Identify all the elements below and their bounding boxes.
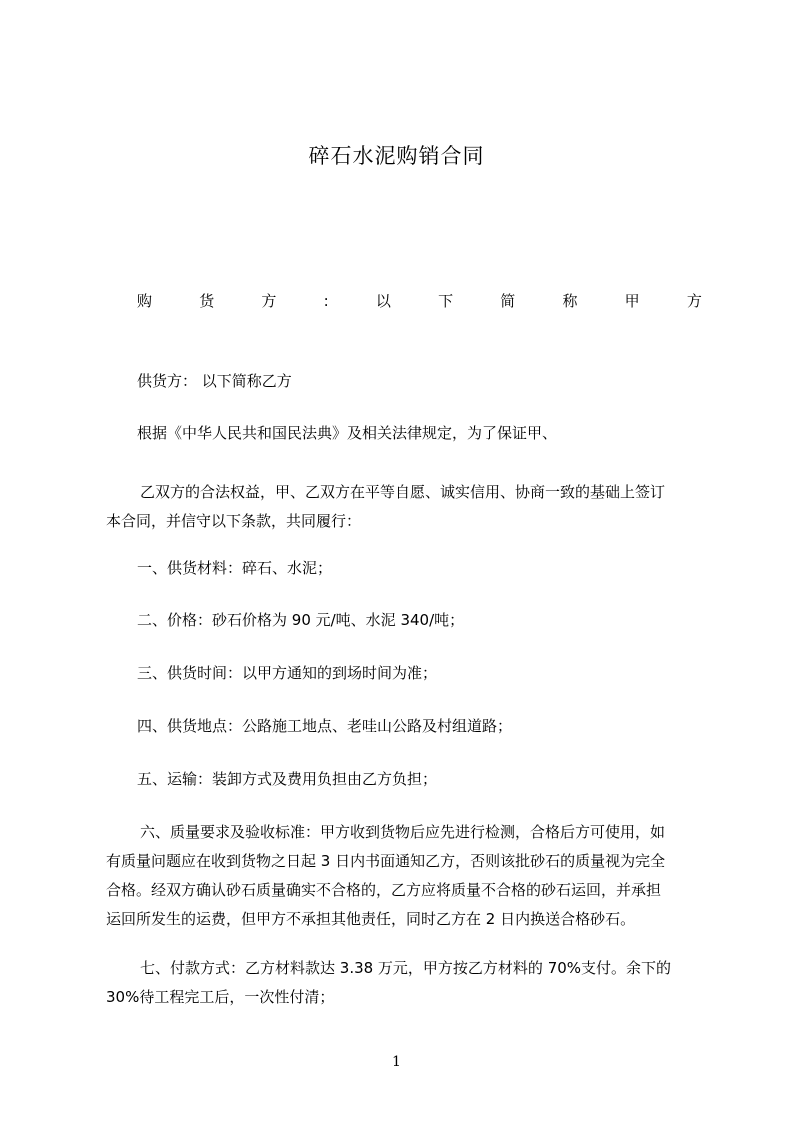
paragraph-line: 30%待工程完工后，一次性付清；	[106, 988, 335, 1006]
seller-line: 供货方： 以下简称乙方	[137, 372, 292, 390]
clause-7	[106, 954, 702, 1012]
paragraph-rights	[106, 478, 702, 536]
clause-3: 三、供货时间：以甲方通知的到场时间为准；	[137, 664, 438, 682]
paragraph-basis: 根据《中华人民共和国民法典》及相关法律规定，为了保证甲、	[137, 424, 558, 442]
buyer-line	[137, 287, 702, 316]
buyer-char: 称	[562, 292, 578, 310]
paragraph-line: 七、付款方式：乙方材料款达 3.38 万元，甲方按乙方材料的 70%支付。余下的	[140, 959, 672, 977]
buyer-char: 货	[199, 292, 215, 310]
paragraph-line: 有质量问题应在收到货物之日起 3 日内书面通知乙方，否则该批砂石的质量视为完全	[106, 852, 666, 870]
clause-1: 一、供货材料：碎石、水泥；	[137, 559, 333, 577]
document-title: 碎石水泥购销合同	[308, 144, 485, 168]
buyer-char: :	[323, 292, 329, 310]
buyer-char: 方	[686, 292, 702, 310]
buyer-char: 方	[261, 292, 277, 310]
clause-2: 二、价格：砂石价格为 90 元/吨、水泥 340/吨；	[137, 611, 465, 629]
paragraph-line: 本合同，并信守以下条款，共同履行：	[106, 512, 362, 530]
clause-4: 四、供货地点：公路施工地点、老哇山公路及村组道路；	[137, 717, 513, 735]
paragraph-line: 运回所发生的运费，但甲方不承担其他责任，同时乙方在 2 日内换送合格砂石。	[106, 910, 636, 928]
clause-6	[106, 818, 702, 934]
buyer-char: 以	[375, 292, 391, 310]
paragraph-line: 乙双方的合法权益，甲、乙双方在平等自愿、诚实信用、协商一致的基础上签订	[140, 483, 666, 501]
buyer-char: 购	[137, 292, 153, 310]
paragraph-line: 六、质量要求及验收标准：甲方收到货物后应先进行检测，合格后方可使用，如	[140, 823, 666, 841]
buyer-char: 甲	[624, 292, 640, 310]
clause-5: 五、运输：装卸方式及费用负担由乙方负担；	[137, 770, 438, 788]
buyer-char: 简	[500, 292, 516, 310]
buyer-char: 下	[438, 292, 454, 310]
page-number: 1	[392, 1054, 401, 1070]
paragraph-line: 合格。经双方确认砂石质量确实不合格的，乙方应将质量不合格的砂石运回，并承担	[106, 881, 662, 899]
